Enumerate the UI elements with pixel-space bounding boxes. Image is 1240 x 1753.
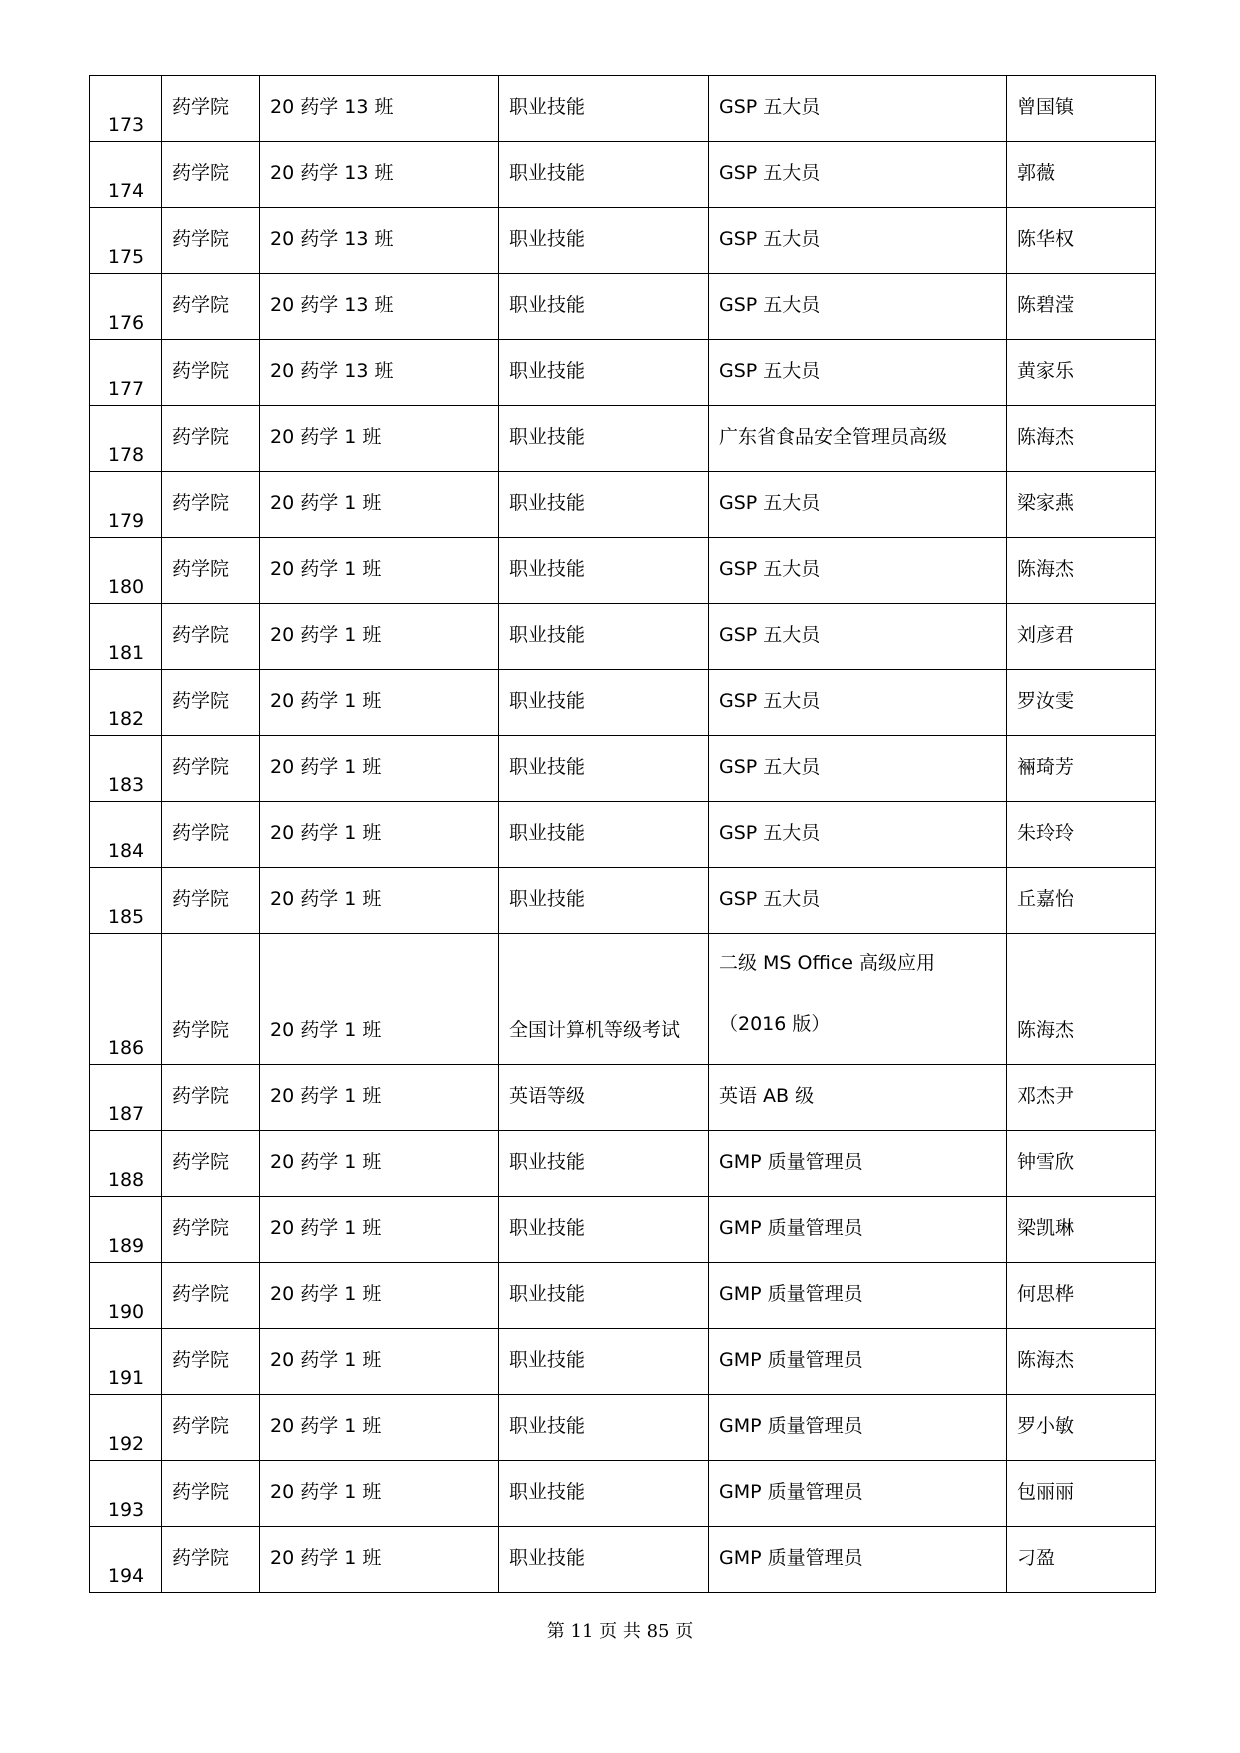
category-text: 职业技能	[509, 1217, 586, 1239]
row-number: 175	[107, 246, 145, 269]
table-row	[90, 934, 1156, 1065]
name-text: 何思桦	[1017, 1283, 1075, 1305]
certificate-text: GMP 质量管理员	[719, 1283, 863, 1305]
class-cell	[260, 274, 499, 340]
category-cell	[499, 142, 709, 208]
college-cell	[162, 406, 260, 472]
category-cell	[499, 1065, 709, 1131]
table-row	[90, 1395, 1156, 1461]
table-row	[90, 406, 1156, 472]
category-cell	[499, 1197, 709, 1263]
college-text: 药学院	[172, 756, 230, 778]
row-number: 177	[107, 378, 145, 401]
name-text: 梁凯琳	[1017, 1217, 1075, 1239]
table-row	[90, 604, 1156, 670]
certificate-text: GMP 质量管理员	[719, 1217, 863, 1239]
name-cell	[1007, 670, 1156, 736]
row-number-cell	[90, 1395, 162, 1461]
table-row	[90, 670, 1156, 736]
name-cell	[1007, 1065, 1156, 1131]
category-text: 职业技能	[509, 624, 586, 646]
row-number-cell	[90, 406, 162, 472]
college-cell	[162, 340, 260, 406]
college-cell	[162, 736, 260, 802]
certificate-text: GMP 质量管理员	[719, 1415, 863, 1437]
class-cell	[260, 1329, 499, 1395]
certificate-cell	[709, 1527, 1007, 1593]
certificate-cell	[709, 142, 1007, 208]
row-number: 192	[107, 1433, 145, 1456]
certificate-text: GSP 五大员	[719, 690, 821, 712]
row-number-cell	[90, 472, 162, 538]
row-number-cell	[90, 1461, 162, 1527]
row-number: 173	[107, 114, 145, 137]
name-cell	[1007, 142, 1156, 208]
college-cell	[162, 934, 260, 1065]
row-number-cell	[90, 76, 162, 142]
college-cell	[162, 1461, 260, 1527]
certificate-cell	[709, 868, 1007, 934]
class-cell	[260, 736, 499, 802]
table-row	[90, 1065, 1156, 1131]
college-text: 药学院	[172, 426, 230, 448]
name-cell	[1007, 1131, 1156, 1197]
class-text: 20 药学 13 班	[270, 294, 394, 316]
college-cell	[162, 1527, 260, 1593]
class-text: 20 药学 1 班	[270, 426, 382, 448]
class-cell	[260, 538, 499, 604]
category-text: 职业技能	[509, 426, 586, 448]
category-cell	[499, 1329, 709, 1395]
class-cell	[260, 472, 499, 538]
college-cell	[162, 76, 260, 142]
table-row	[90, 76, 1156, 142]
class-text: 20 药学 1 班	[270, 756, 382, 778]
certificate-cell	[709, 1197, 1007, 1263]
row-number: 189	[107, 1235, 145, 1258]
name-text: 黄家乐	[1017, 360, 1075, 382]
row-number: 182	[107, 708, 145, 731]
category-cell	[499, 736, 709, 802]
certificate-cell	[709, 340, 1007, 406]
category-text: 职业技能	[509, 822, 586, 844]
certificate-text: GSP 五大员	[719, 228, 821, 250]
row-number-cell	[90, 274, 162, 340]
certificate-cell	[709, 1395, 1007, 1461]
name-cell	[1007, 76, 1156, 142]
class-cell	[260, 802, 499, 868]
certificate-text: 广东省食品安全管理员高级	[719, 426, 948, 448]
college-text: 药学院	[172, 1283, 230, 1305]
class-text: 20 药学 1 班	[270, 1481, 382, 1503]
name-text: 罗小敏	[1017, 1415, 1075, 1437]
category-text: 职业技能	[509, 756, 586, 778]
table-body-top	[90, 76, 1156, 934]
category-cell	[499, 472, 709, 538]
category-text: 职业技能	[509, 888, 586, 910]
name-text: 包丽丽	[1017, 1481, 1075, 1503]
row-number-cell	[90, 868, 162, 934]
name-text: 郭薇	[1017, 162, 1056, 184]
class-cell	[260, 1263, 499, 1329]
class-cell	[260, 670, 499, 736]
class-text: 20 药学 1 班	[270, 888, 382, 910]
row-number-cell	[90, 1131, 162, 1197]
row-number-cell	[90, 1197, 162, 1263]
name-cell	[1007, 604, 1156, 670]
table-row	[90, 340, 1156, 406]
category-text: 职业技能	[509, 1283, 586, 1305]
category-text: 职业技能	[509, 294, 586, 316]
row-number-cell	[90, 604, 162, 670]
category-text: 职业技能	[509, 1415, 586, 1437]
name-text: 陈海杰	[1017, 426, 1075, 448]
certificate-cell	[709, 406, 1007, 472]
college-text: 药学院	[172, 558, 230, 580]
row-number: 190	[107, 1301, 145, 1324]
table-row	[90, 1197, 1156, 1263]
name-text: 邓杰尹	[1017, 1085, 1075, 1107]
table-body-bottom	[90, 1065, 1156, 1593]
college-text: 药学院	[172, 1217, 230, 1239]
name-cell	[1007, 868, 1156, 934]
category-text: 英语等级	[509, 1085, 586, 1107]
table-row	[90, 1527, 1156, 1593]
row-number: 179	[107, 510, 145, 533]
category-text: 职业技能	[509, 162, 586, 184]
table-row	[90, 472, 1156, 538]
certificate-text: GMP 质量管理员	[719, 1349, 863, 1371]
row-number: 188	[107, 1169, 145, 1192]
certificate-text: 英语 AB 级	[719, 1085, 815, 1107]
row-number-cell	[90, 142, 162, 208]
class-cell	[260, 1395, 499, 1461]
category-text: 职业技能	[509, 1349, 586, 1371]
certificate-cell	[709, 76, 1007, 142]
certificate-text: GSP 五大员	[719, 756, 821, 778]
category-cell	[499, 1395, 709, 1461]
certificate-text: GSP 五大员	[719, 360, 821, 382]
table-row	[90, 1263, 1156, 1329]
class-text: 20 药学 13 班	[270, 96, 394, 118]
row-number-cell	[90, 934, 162, 1065]
category-cell	[499, 406, 709, 472]
category-text: 职业技能	[509, 690, 586, 712]
row-number-cell	[90, 340, 162, 406]
name-cell	[1007, 472, 1156, 538]
certificate-text: GMP 质量管理员	[719, 1547, 863, 1569]
college-text: 药学院	[172, 1085, 230, 1107]
college-cell	[162, 1197, 260, 1263]
name-cell	[1007, 340, 1156, 406]
college-cell	[162, 1065, 260, 1131]
class-text: 20 药学 13 班	[270, 162, 394, 184]
class-text: 20 药学 13 班	[270, 360, 394, 382]
table-row	[90, 802, 1156, 868]
row-number: 187	[107, 1103, 145, 1126]
college-cell	[162, 1395, 260, 1461]
college-text: 药学院	[172, 96, 230, 118]
category-text: 职业技能	[509, 558, 586, 580]
name-text: 陈碧滢	[1017, 294, 1075, 316]
class-cell	[260, 1131, 499, 1197]
name-cell	[1007, 1527, 1156, 1593]
category-text: 全国计算机等级考试	[509, 1019, 681, 1041]
certificate-cell	[709, 1263, 1007, 1329]
class-text: 20 药学 1 班	[270, 1349, 382, 1371]
college-cell	[162, 604, 260, 670]
certificate-cell	[709, 1461, 1007, 1527]
college-cell	[162, 1263, 260, 1329]
name-cell	[1007, 1263, 1156, 1329]
certificate-cell	[709, 934, 1007, 1065]
category-text: 职业技能	[509, 228, 586, 250]
row-number: 183	[107, 774, 145, 797]
college-cell	[162, 538, 260, 604]
category-text: 职业技能	[509, 1547, 586, 1569]
certificate-cell	[709, 208, 1007, 274]
college-text: 药学院	[172, 1019, 230, 1041]
certificate-text: GMP 质量管理员	[719, 1481, 863, 1503]
row-number: 185	[107, 906, 145, 929]
class-cell	[260, 604, 499, 670]
category-cell	[499, 1131, 709, 1197]
category-cell	[499, 76, 709, 142]
category-cell	[499, 1461, 709, 1527]
class-text: 20 药学 13 班	[270, 228, 394, 250]
table-body-tall	[90, 934, 1156, 1065]
class-cell	[260, 76, 499, 142]
class-text: 20 药学 1 班	[270, 1547, 382, 1569]
certificate-cell	[709, 274, 1007, 340]
category-cell	[499, 934, 709, 1065]
name-text: 罗汝雯	[1017, 690, 1075, 712]
name-cell	[1007, 736, 1156, 802]
name-text: 裲琦芳	[1017, 756, 1075, 778]
name-cell	[1007, 406, 1156, 472]
class-cell	[260, 1527, 499, 1593]
certificate-text: GSP 五大员	[719, 822, 821, 844]
college-text: 药学院	[172, 1481, 230, 1503]
category-cell	[499, 670, 709, 736]
college-cell	[162, 208, 260, 274]
class-text: 20 药学 1 班	[270, 690, 382, 712]
college-cell	[162, 274, 260, 340]
certificate-cell	[709, 1065, 1007, 1131]
name-text: 朱玲玲	[1017, 822, 1075, 844]
certificate-text: GSP 五大员	[719, 96, 821, 118]
name-cell	[1007, 538, 1156, 604]
class-text: 20 药学 1 班	[270, 1217, 382, 1239]
class-cell	[260, 1197, 499, 1263]
table-row	[90, 1329, 1156, 1395]
name-text: 曾国镇	[1017, 96, 1075, 118]
certificate-cell	[709, 472, 1007, 538]
table-row	[90, 538, 1156, 604]
name-cell	[1007, 934, 1156, 1065]
class-text: 20 药学 1 班	[270, 492, 382, 514]
certificate-cell	[709, 802, 1007, 868]
class-text: 20 药学 1 班	[270, 1019, 382, 1041]
name-text: 陈海杰	[1017, 1019, 1075, 1041]
certificate-cell	[709, 670, 1007, 736]
certificate-text: GSP 五大员	[719, 888, 821, 910]
name-cell	[1007, 1461, 1156, 1527]
class-text: 20 药学 1 班	[270, 558, 382, 580]
certificate-line-1: 二级 MS Office 高级应用	[719, 952, 936, 974]
table-row	[90, 736, 1156, 802]
college-text: 药学院	[172, 1151, 230, 1173]
college-cell	[162, 1131, 260, 1197]
class-cell	[260, 868, 499, 934]
category-cell	[499, 1527, 709, 1593]
class-cell	[260, 406, 499, 472]
class-cell	[260, 340, 499, 406]
name-text: 陈海杰	[1017, 558, 1075, 580]
college-text: 药学院	[172, 162, 230, 184]
category-text: 职业技能	[509, 1481, 586, 1503]
name-text: 刁盈	[1017, 1547, 1056, 1569]
name-text: 刘彦君	[1017, 624, 1075, 646]
college-cell	[162, 670, 260, 736]
college-text: 药学院	[172, 294, 230, 316]
class-text: 20 药学 1 班	[270, 1283, 382, 1305]
certificate-cell	[709, 604, 1007, 670]
row-number-cell	[90, 1329, 162, 1395]
row-number-cell	[90, 1527, 162, 1593]
college-text: 药学院	[172, 228, 230, 250]
college-text: 药学院	[172, 888, 230, 910]
row-number-cell	[90, 802, 162, 868]
category-cell	[499, 1263, 709, 1329]
row-number-cell	[90, 1263, 162, 1329]
certificate-cell	[709, 1131, 1007, 1197]
category-cell	[499, 274, 709, 340]
class-text: 20 药学 1 班	[270, 1085, 382, 1107]
table-row	[90, 1131, 1156, 1197]
row-number-cell	[90, 1065, 162, 1131]
class-cell	[260, 1065, 499, 1131]
category-text: 职业技能	[509, 492, 586, 514]
college-cell	[162, 472, 260, 538]
certificate-cell	[709, 538, 1007, 604]
college-cell	[162, 1329, 260, 1395]
row-number-cell	[90, 538, 162, 604]
certificate-text: GSP 五大员	[719, 294, 821, 316]
name-text: 梁家燕	[1017, 492, 1075, 514]
certificate-cell	[709, 1329, 1007, 1395]
row-number-cell	[90, 736, 162, 802]
row-number: 194	[107, 1565, 145, 1588]
table-row	[90, 142, 1156, 208]
college-text: 药学院	[172, 492, 230, 514]
name-cell	[1007, 802, 1156, 868]
class-text: 20 药学 1 班	[270, 624, 382, 646]
table-row	[90, 274, 1156, 340]
name-cell	[1007, 1395, 1156, 1461]
category-cell	[499, 802, 709, 868]
name-text: 钟雪欣	[1017, 1151, 1075, 1173]
page-footer: 第 11 页 共 85 页	[546, 1621, 694, 1642]
category-text: 职业技能	[509, 360, 586, 382]
category-cell	[499, 340, 709, 406]
college-text: 药学院	[172, 360, 230, 382]
row-number-cell	[90, 670, 162, 736]
college-cell	[162, 142, 260, 208]
table-row	[90, 868, 1156, 934]
category-text: 职业技能	[509, 1151, 586, 1173]
class-cell	[260, 208, 499, 274]
certificate-text: GSP 五大员	[719, 624, 821, 646]
class-text: 20 药学 1 班	[270, 1415, 382, 1437]
category-cell	[499, 868, 709, 934]
row-number: 181	[107, 642, 145, 665]
table-row	[90, 208, 1156, 274]
name-cell	[1007, 208, 1156, 274]
row-number-cell	[90, 208, 162, 274]
row-number: 174	[107, 180, 145, 203]
category-text: 职业技能	[509, 96, 586, 118]
certificate-line-2: （2016 版）	[719, 1012, 831, 1035]
certificate-text: GSP 五大员	[719, 162, 821, 184]
row-number: 180	[107, 576, 145, 599]
certificate-text: GSP 五大员	[719, 492, 821, 514]
name-text: 丘嘉怡	[1017, 888, 1075, 910]
college-cell	[162, 868, 260, 934]
category-cell	[499, 604, 709, 670]
row-number: 193	[107, 1499, 145, 1522]
college-text: 药学院	[172, 1547, 230, 1569]
college-text: 药学院	[172, 690, 230, 712]
class-cell	[260, 934, 499, 1065]
certificate-text: GMP 质量管理员	[719, 1151, 863, 1173]
class-cell	[260, 1461, 499, 1527]
row-number: 184	[107, 840, 145, 863]
category-cell	[499, 208, 709, 274]
college-text: 药学院	[172, 624, 230, 646]
name-cell	[1007, 1197, 1156, 1263]
name-cell	[1007, 274, 1156, 340]
class-text: 20 药学 1 班	[270, 822, 382, 844]
college-text: 药学院	[172, 1415, 230, 1437]
name-text: 陈华权	[1017, 228, 1075, 250]
table-row	[90, 1461, 1156, 1527]
row-number: 191	[107, 1367, 145, 1390]
class-cell	[260, 142, 499, 208]
record-table	[89, 75, 1156, 1593]
row-number: 186	[107, 1037, 145, 1060]
name-cell	[1007, 1329, 1156, 1395]
college-text: 药学院	[172, 1349, 230, 1371]
college-cell	[162, 802, 260, 868]
certificate-cell	[709, 736, 1007, 802]
certificate-text: GSP 五大员	[719, 558, 821, 580]
category-cell	[499, 538, 709, 604]
row-number: 176	[107, 312, 145, 335]
college-text: 药学院	[172, 822, 230, 844]
row-number: 178	[107, 444, 145, 467]
name-text: 陈海杰	[1017, 1349, 1075, 1371]
class-text: 20 药学 1 班	[270, 1151, 382, 1173]
